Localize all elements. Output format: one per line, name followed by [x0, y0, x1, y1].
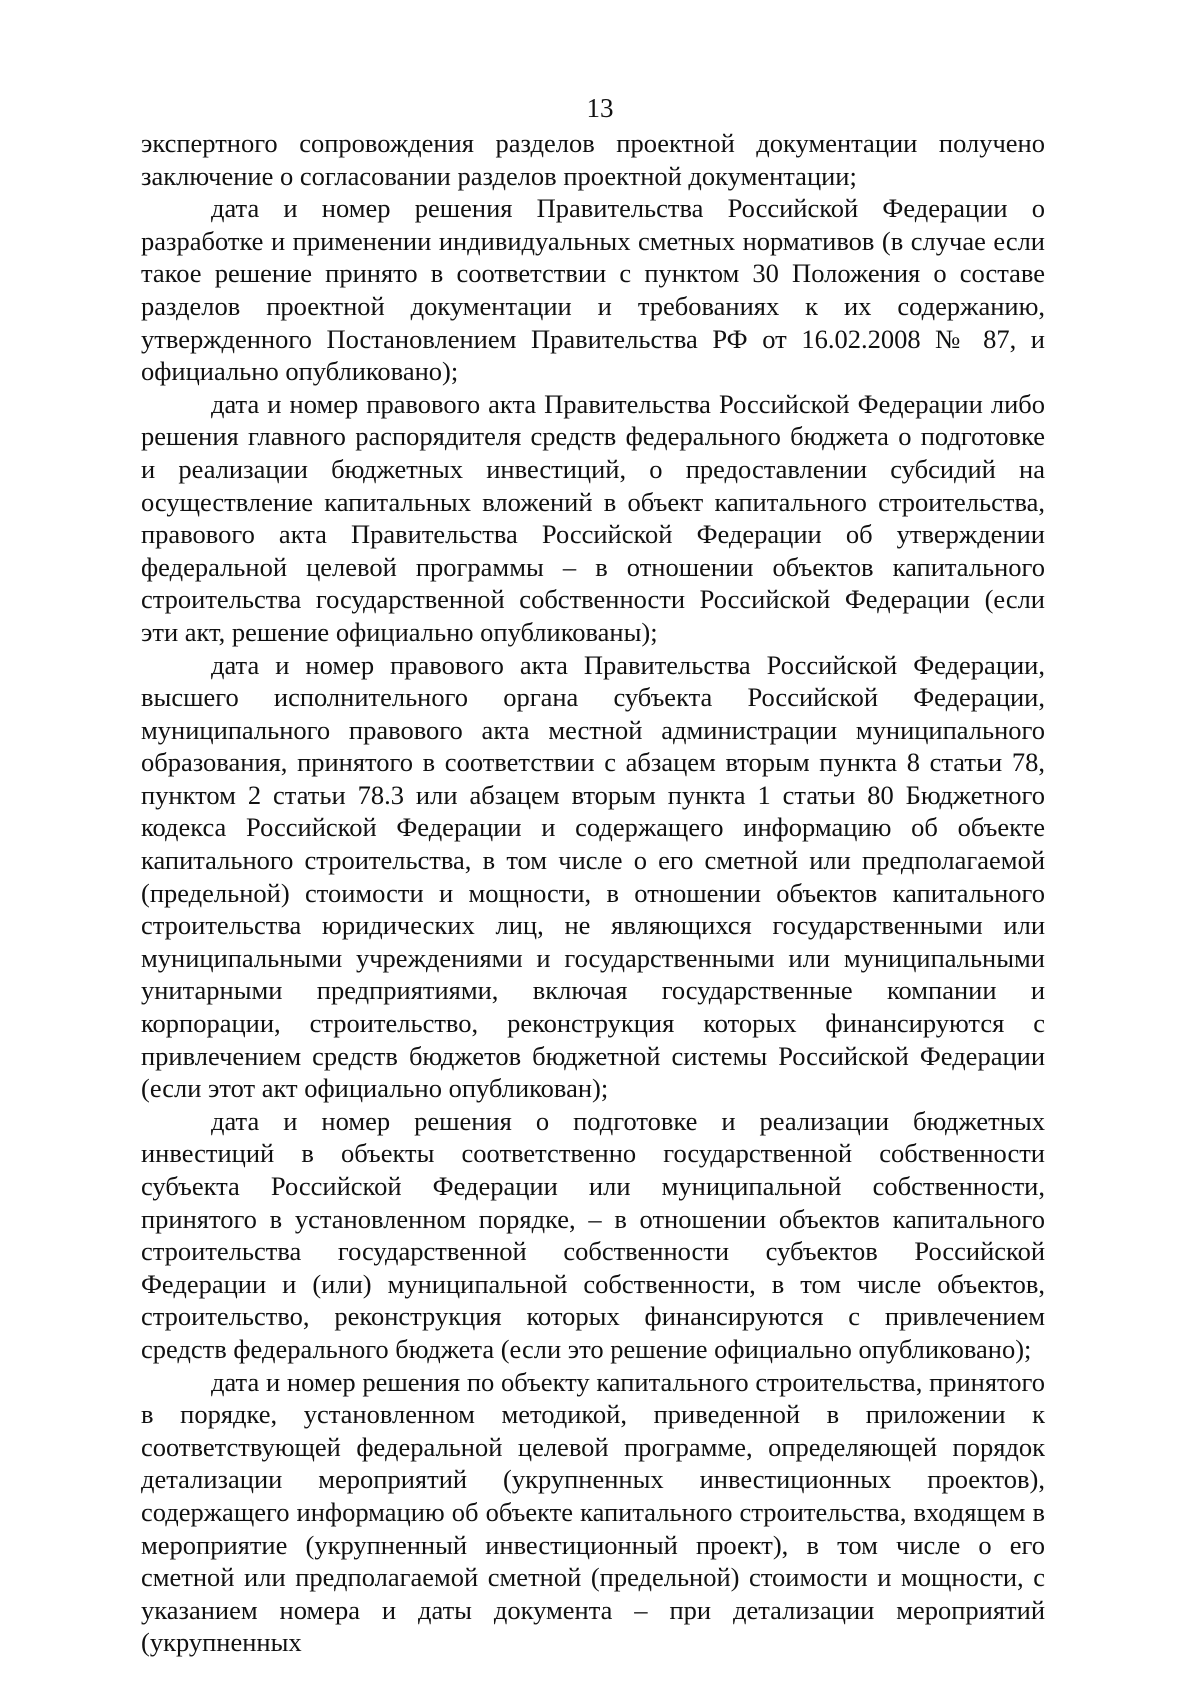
page-number: 13 [586, 93, 614, 123]
paragraph: дата и номер правового акта Правительства Российской Федерации либо решения главного распорядителя средств федерального бюджета о подготовке и реализации бюджетных инвестиций, о предоставлении субсидий на осуществление капитальных вложений в объект капитального строительства, правового акта Правительства Российской Федерации об утверждении федеральной целевой программы – в отношении объектов капитального строительства государственной собственности Российской Федерации (если эти акт, решение официально опубликованы); [141, 388, 1045, 647]
paragraph: дата и номер правового акта Правительства Российской Федерации, высшего исполнительного органа субъекта Российской Федерации, муниципального правового акта местной администрации муниципального образования, принятого в соответствии с абзацем вторым пункта 8 статьи 78, пунктом 2 статьи 78.3 или абзацем вторым пункта 1 статьи 80 Бюджетного кодекса Российской Федерации и содержащего информацию об объекте капитального строительства, в том числе о его сметной или предполагаемой (предельной) стоимости и мощности, в отношении объектов капитального строительства юридических лиц, не являющихся государственными или муниципальными учреждениями и государственными или муниципальными унитарными предприятиями, включая государственные компании и корпорации, строительство, реконструкция которых финансируются с привлечением средств бюджетов бюджетной системы Российской Федерации (если этот акт официально опубликован); [141, 649, 1045, 1104]
paragraph: экспертного сопровождения разделов проектной документации получено заключение о согласовании разделов проектной документации; [141, 128, 1045, 191]
document-body [141, 127, 1045, 1659]
paragraph: дата и номер решения Правительства Российской Федерации о разработке и применении индивидуальных сметных нормативов (в случае если такое решение принято в соответствии с пунктом 30 Положения о составе разделов проектной документации и требованиях к их содержанию, утвержденного Постановлением Правительства РФ от 16.02.2008 № 87, и официально опубликовано); [141, 193, 1045, 387]
paragraph: дата и номер решения по объекту капитального строительства, принятого в порядке, установленном методикой, приведенной в приложении к соответствующей федеральной целевой программе, определяющей порядок детализации мероприятий (укрупненных инвестиционных проектов), содержащего информацию об объекте капитального строительства, входящем в мероприятие (укрупненный инвестиционный проект), в том числе о его сметной или предполагаемой сметной (предельной) стоимости и мощности, с указанием номера и даты документа – при детализации мероприятий (укрупненных [141, 1366, 1045, 1658]
paragraph: дата и номер решения о подготовке и реализации бюджетных инвестиций в объекты соответственно государственной собственности субъекта Российской Федерации или муниципальной собственности, принятого в установленном порядке, – в отношении объектов капитального строительства государственной собственности субъектов Российской Федерации и (или) муниципальной собственности, в том числе объектов, строительство, реконструкция которых финансируются с привлечением средств федерального бюджета (если это решение официально опубликовано); [141, 1105, 1045, 1364]
